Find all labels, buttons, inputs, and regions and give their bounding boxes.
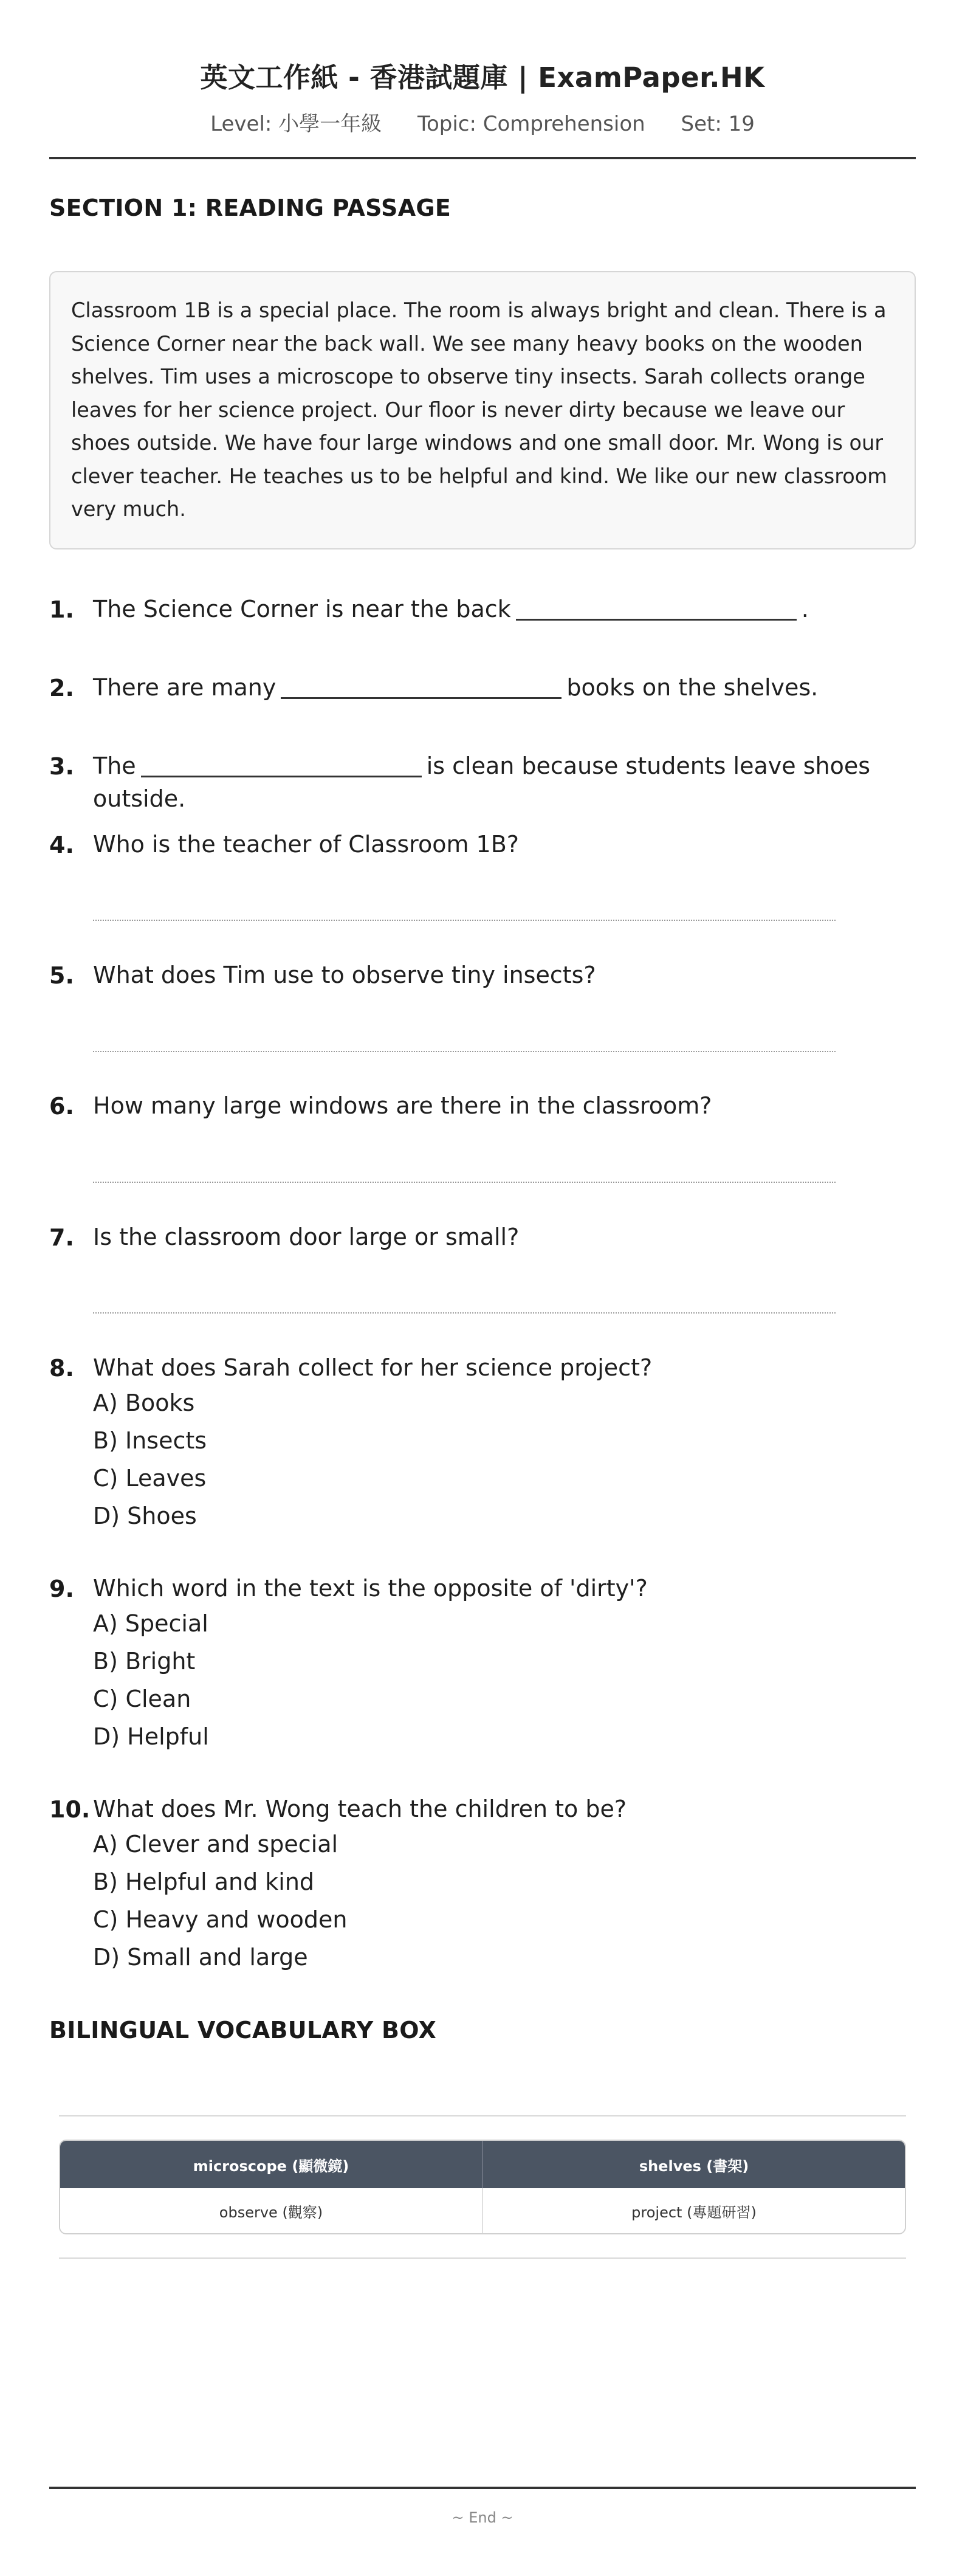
fill-in-blank[interactable] <box>281 672 561 699</box>
option-d[interactable]: D) Small and large <box>93 1944 308 1971</box>
vocab-header-cell: shelves (書架) <box>482 2141 905 2188</box>
vocab-header-cell: microscope (顯微鏡) <box>193 2157 349 2175</box>
option-b[interactable]: B) Insects <box>93 1427 207 1454</box>
footer-divider <box>49 2487 916 2489</box>
level-label: Level: 小學一年級 <box>210 112 382 136</box>
question-number: 4. <box>49 832 74 858</box>
question-text-end: . <box>801 596 809 622</box>
question-text-end: books on the shelves. <box>566 674 819 701</box>
question-text: What does Tim use to observe tiny insects? <box>93 962 596 988</box>
question-text: Which word in the text is the opposite of 'dirty'? <box>93 1575 648 1602</box>
question-text: Who is the teacher of Classroom 1B? <box>93 831 519 858</box>
question-text: What does Mr. Wong teach the children to be? <box>93 1796 627 1822</box>
worksheet-header <box>49 0 916 159</box>
reading-passage: Classroom 1B is a special place. The room is always bright and clean. There is a Science Corner near the back wall. We see many heavy books on the wooden shelves. Tim uses a microscope to observe tiny insects. Sarah collects orange leaves for her science project. Our floor is never dirty because we leave our shoes outside. We have four large windows and one small door. Mr. Wong is our clever teacher. He teaches us to be helpful and kind. We like our new classroom very much. <box>49 271 916 549</box>
question-text: There are many <box>93 674 276 701</box>
worksheet-meta <box>49 109 916 139</box>
answer-line[interactable] <box>93 920 836 921</box>
answer-line[interactable] <box>93 1182 836 1183</box>
vocab-cell: project (專題研習) <box>482 2188 905 2233</box>
vocab-bottom-divider <box>59 2257 906 2259</box>
fill-in-blank[interactable] <box>516 593 797 621</box>
vocab-top-divider <box>59 2115 906 2116</box>
vocab-cell: observe (觀察) <box>219 2203 323 2221</box>
question-number: 8. <box>49 1355 74 1382</box>
vocabulary-row <box>60 2188 905 2233</box>
end-marker: ~ End ~ <box>452 2509 513 2526</box>
vocabulary-table <box>59 2140 906 2234</box>
option-c[interactable]: C) Heavy and wooden <box>93 1906 348 1933</box>
option-a[interactable]: A) Special <box>93 1610 208 1637</box>
question-number: 5. <box>49 962 74 989</box>
question-text: The <box>93 752 136 779</box>
vocabulary-header-row <box>60 2141 905 2188</box>
option-a[interactable]: A) Clever and special <box>93 1831 338 1858</box>
section-title-vocabulary: BILINGUAL VOCABULARY BOX <box>49 2017 437 2044</box>
question-text: Is the classroom door large or small? <box>93 1224 520 1250</box>
question-number: 1. <box>49 596 74 623</box>
option-c[interactable]: C) Leaves <box>93 1465 207 1492</box>
question-number: 2. <box>49 675 74 701</box>
worksheet-page <box>49 0 916 2526</box>
question-number: 9. <box>49 1576 74 1602</box>
question-text: How many large windows are there in the classroom? <box>93 1092 712 1119</box>
set-label: Set: 19 <box>681 112 755 136</box>
topic-label: Topic: Comprehension <box>417 112 645 136</box>
option-c[interactable]: C) Clean <box>93 1686 191 1712</box>
option-a[interactable]: A) Books <box>93 1390 195 1416</box>
answer-line[interactable] <box>93 1312 836 1314</box>
question-text: The Science Corner is near the back <box>93 596 511 622</box>
question-number: 7. <box>49 1224 74 1251</box>
option-d[interactable]: D) Helpful <box>93 1723 209 1750</box>
question-number: 3. <box>49 753 74 780</box>
answer-line[interactable] <box>93 1051 836 1052</box>
header-divider <box>49 157 916 159</box>
section-title-reading: SECTION 1: READING PASSAGE <box>49 195 452 221</box>
question-text-end: is clean because students leave shoes outside. <box>93 752 871 812</box>
option-b[interactable]: B) Bright <box>93 1648 196 1675</box>
option-b[interactable]: B) Helpful and kind <box>93 1868 315 1895</box>
worksheet-title: 英文工作紙 - 香港試題庫 | ExamPaper.HK <box>200 61 765 94</box>
question-text: What does Sarah collect for her science project? <box>93 1354 653 1381</box>
question-number: 6. <box>49 1093 74 1120</box>
vocabulary-box <box>59 2115 906 2259</box>
fill-in-blank[interactable] <box>141 750 422 777</box>
option-d[interactable]: D) Shoes <box>93 1503 197 1529</box>
question-number: 10. <box>49 1796 91 1823</box>
